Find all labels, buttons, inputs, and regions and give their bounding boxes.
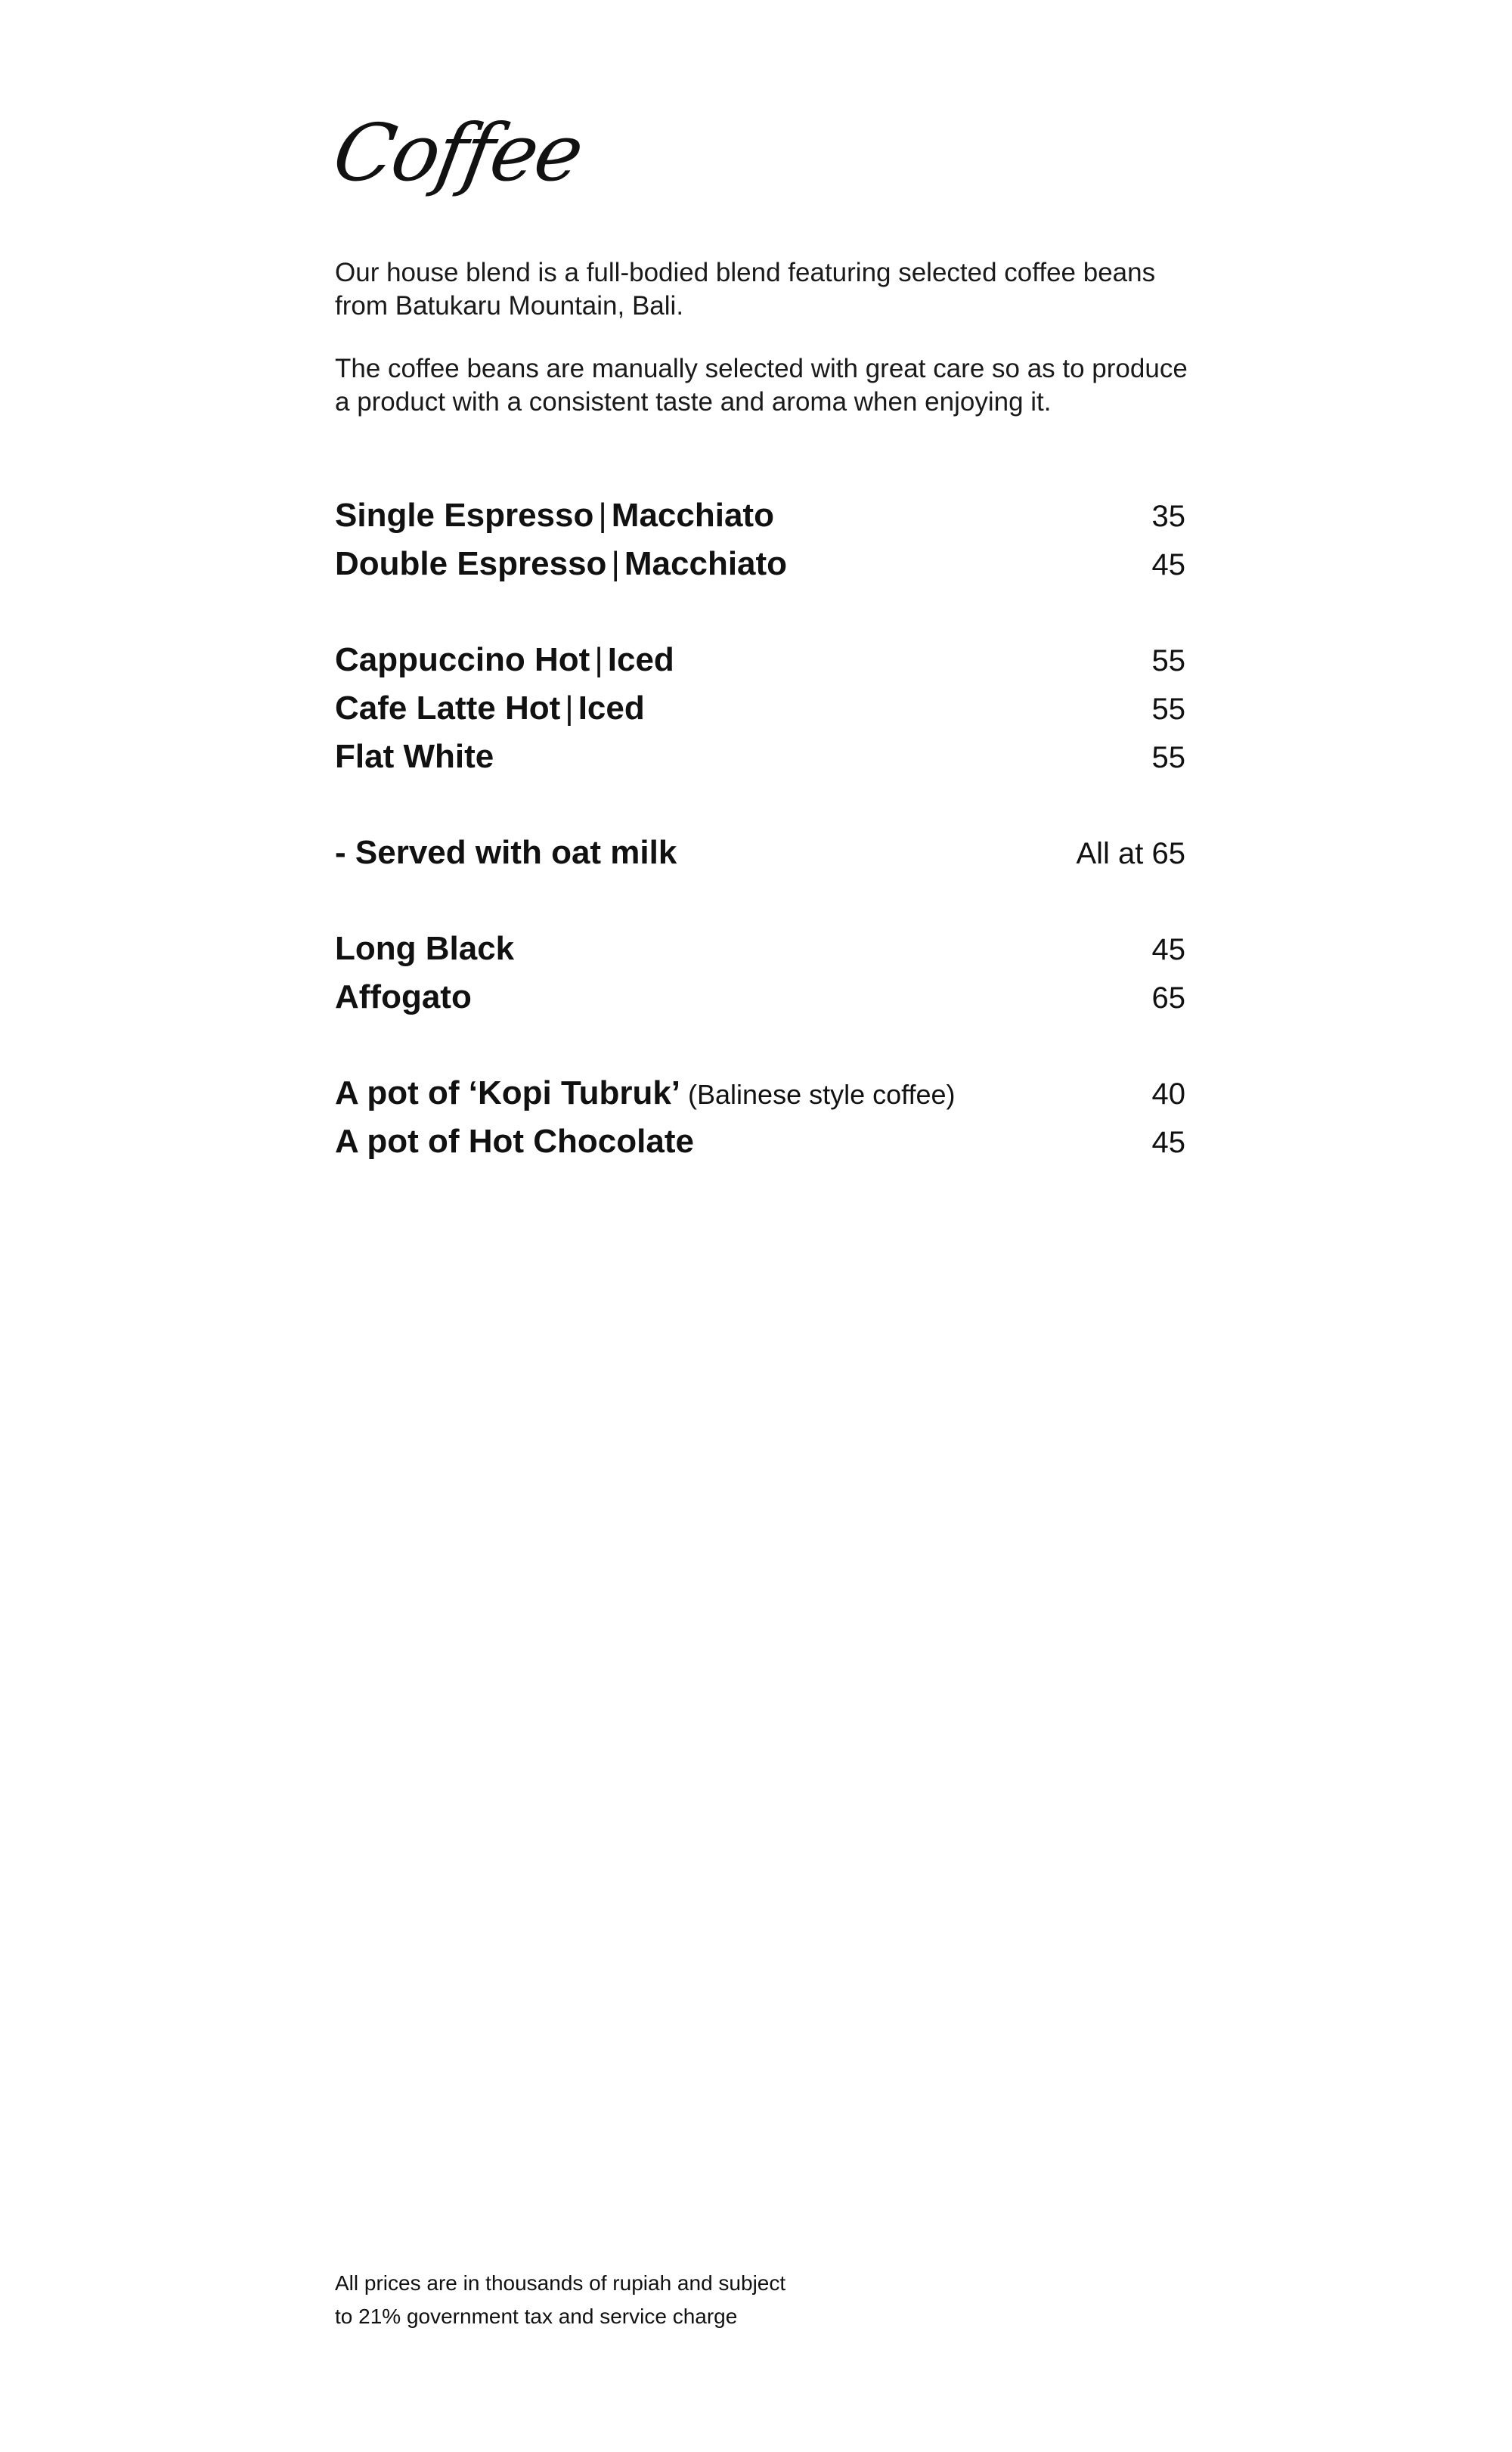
item-price: 45 xyxy=(1151,548,1185,581)
menu-item xyxy=(335,925,1185,973)
menu-item xyxy=(335,973,1185,1021)
item-price: 45 xyxy=(1151,1126,1185,1159)
item-note: (Balinese style coffee) xyxy=(688,1079,956,1110)
menu-group-black xyxy=(335,925,1185,1021)
menu-group-oat xyxy=(335,829,1185,877)
item-name: Flat White xyxy=(335,738,494,775)
item-name: - Served with oat milk xyxy=(335,834,677,871)
footnote-line-1: All prices are in thousands of rupiah and subject xyxy=(335,2271,786,2295)
menu-item xyxy=(335,829,1185,877)
intro-text-1: Our house blend is a full-bodied blend featuring selected coffee beans from Batukaru Mountain, Bali. xyxy=(335,258,1156,321)
item-name: Cafe Latte Hot | Iced xyxy=(335,690,645,727)
footnote-line-2: to 21% government tax and service charge xyxy=(335,2305,738,2328)
intro-paragraph-1 xyxy=(335,256,1197,323)
page-title: Coffee xyxy=(327,107,589,199)
item-name: A pot of Hot Chocolate xyxy=(335,1123,694,1160)
item-name: Cappuccino Hot | Iced xyxy=(335,641,674,678)
item-price: 65 xyxy=(1151,981,1185,1015)
intro-paragraph-2 xyxy=(335,352,1197,419)
menu-item xyxy=(335,491,1185,540)
item-name: Long Black xyxy=(335,930,515,967)
item-name: Single Espresso | Macchiato xyxy=(335,497,774,534)
menu-item xyxy=(335,684,1185,733)
intro-text-2: The coffee beans are manually selected with great care so as to produce a product with a consistent taste and aroma when enjoying it. xyxy=(335,354,1188,417)
item-price: 55 xyxy=(1151,693,1185,726)
item-price: 40 xyxy=(1151,1077,1185,1111)
item-name: Affogato xyxy=(335,978,472,1015)
item-name: Double Espresso | Macchiato xyxy=(335,545,788,582)
price-footnote xyxy=(335,2267,864,2333)
menu-group-espresso xyxy=(335,491,1185,588)
item-price: 55 xyxy=(1151,644,1185,677)
menu-group-pots xyxy=(335,1069,1185,1166)
item-price: All at 65 xyxy=(1076,837,1185,870)
coffee-menu xyxy=(335,491,1185,1166)
item-price: 35 xyxy=(1151,500,1185,533)
menu-group-milk xyxy=(335,636,1185,781)
item-price: 55 xyxy=(1151,741,1185,774)
menu-item xyxy=(335,540,1185,588)
menu-item xyxy=(335,636,1185,684)
item-price: 45 xyxy=(1151,933,1185,966)
menu-item xyxy=(335,733,1185,781)
menu-item xyxy=(335,1069,1185,1118)
menu-item xyxy=(335,1118,1185,1166)
item-name: A pot of ‘Kopi Tubruk’ (Balinese style coffee) xyxy=(335,1074,956,1111)
